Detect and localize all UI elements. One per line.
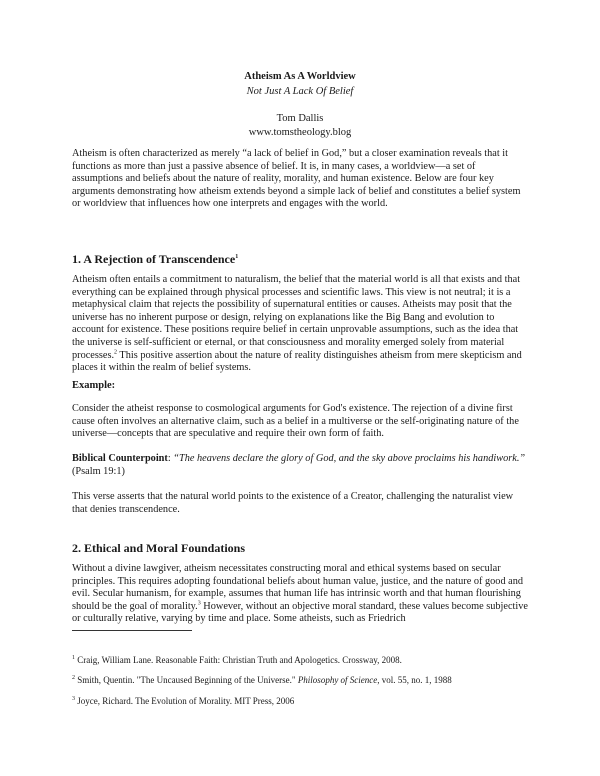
counterpoint-paragraph: This verse asserts that the natural world points to the existence of a Creator, challenging the naturalist view that denies transcendence. (72, 491, 514, 515)
footnote-3-number: 3 (72, 696, 75, 702)
footnote-ref-3: 3 (197, 600, 201, 607)
example-label: Example: (72, 380, 116, 391)
footnote-1-number: 1 (72, 655, 75, 661)
section-1-paragraph (72, 274, 528, 375)
footnote-ref-2: 2 (114, 349, 118, 356)
section-2-text-a: Without a divine lawgiver, atheism necessitates constructing moral and ethical systems based on secular principles. This requires adopting foundational beliefs about human value, justice, and the nature of good and evil. Secular humanism, for example, assumes that human life has intrinsic worth and that human flourishing should be the goal of morality. (72, 563, 524, 612)
counterpoint-quote: “The heavens declare the glory of God, and the sky above proclaims his handiwork.” (173, 453, 526, 464)
footnote-ref-1: 1 (235, 254, 239, 260)
document-title: Atheism As A Worldview (244, 71, 356, 82)
section-1-text-b: This positive assertion about the nature of reality distinguishes atheism from mere skepticism and places it within the realm of belief systems. (72, 349, 522, 374)
footnote-2-journal: Philosophy of Science (297, 675, 378, 685)
intro-paragraph: Atheism is often characterized as merely “a lack of belief in God,” but a closer examination reveals that it functions as more than just a passive absence of belief. It is, in many cases, a worldview—a set of assumptions and beliefs about the nature of reality, morality, and human existence. Below are four key arguments demonstrating how atheism extends beyond a simple lack of belief and constitutes a belief system or worldview that influences how one interprets and engages with the world. (72, 148, 521, 210)
author-name: Tom Dallis (276, 113, 324, 124)
footnote-3-text: Joyce, Richard. The Evolution of Morality. MIT Press, 2006 (77, 696, 295, 706)
footnote-2 (72, 675, 528, 685)
footnote-2-text-a: Smith, Quentin. "The Uncaused Beginning of the Universe." (77, 675, 298, 685)
footnote-divider (72, 630, 192, 631)
author-website: www.tomstheology.blog (248, 127, 352, 138)
footnote-1-text: Craig, William Lane. Reasonable Faith: Christian Truth and Apologetics. Crossway, 2008. (77, 655, 402, 665)
counterpoint-reference: (Psalm 19:1) (72, 465, 125, 477)
section-2-heading: 2. Ethical and Moral Foundations (72, 541, 246, 555)
footnote-1 (72, 655, 528, 665)
document-subtitle: Not Just A Lack Of Belief (246, 86, 354, 97)
section-1-heading-text: 1. A Rejection of Transcendence (72, 252, 236, 266)
section-1-heading (72, 252, 528, 267)
counterpoint-label: Biblical Counterpoint (72, 453, 168, 464)
example-paragraph: Consider the atheist response to cosmological arguments for God's existence. The rejection of a divine first cause often involves an alternative claim, such as a belief in a multiverse or the self-originating nature of the universe—concepts that are speculative and require their own form of faith. (72, 403, 519, 440)
footnote-2-number: 2 (72, 675, 75, 681)
section-2-text-b: However, without an objective moral standard, these values become subjective or culturally relative, varying by time and place. Some atheists, such as Friedrich (72, 600, 528, 625)
footnote-3 (72, 696, 528, 706)
section-1-text-a: Atheism often entails a commitment to naturalism, the belief that the material world is all that exists and that everything can be explained through physical processes and scientific laws. This view is not neutral; it is a metaphysical claim that rejects the possibility of supernatural entities or causes. Atheists may posit that the universe has no inherent purpose or design, relying on explanations like the Big Bang and evolution to account for existence. These positions require belief in certain unprovable assumptions, such as the idea that the universe is self-sufficient or eternal, or that consciousness and morality emerged solely from material processes. (72, 274, 521, 361)
footnote-2-text-b: , vol. 55, no. 1, 1988 (377, 675, 452, 685)
biblical-counterpoint: Biblical Counterpoint: “The heavens declare the glory of God, and the sky above proclaims his handiwork.” (Psalm 19:1) (72, 453, 526, 477)
section-2-paragraph (72, 563, 528, 626)
